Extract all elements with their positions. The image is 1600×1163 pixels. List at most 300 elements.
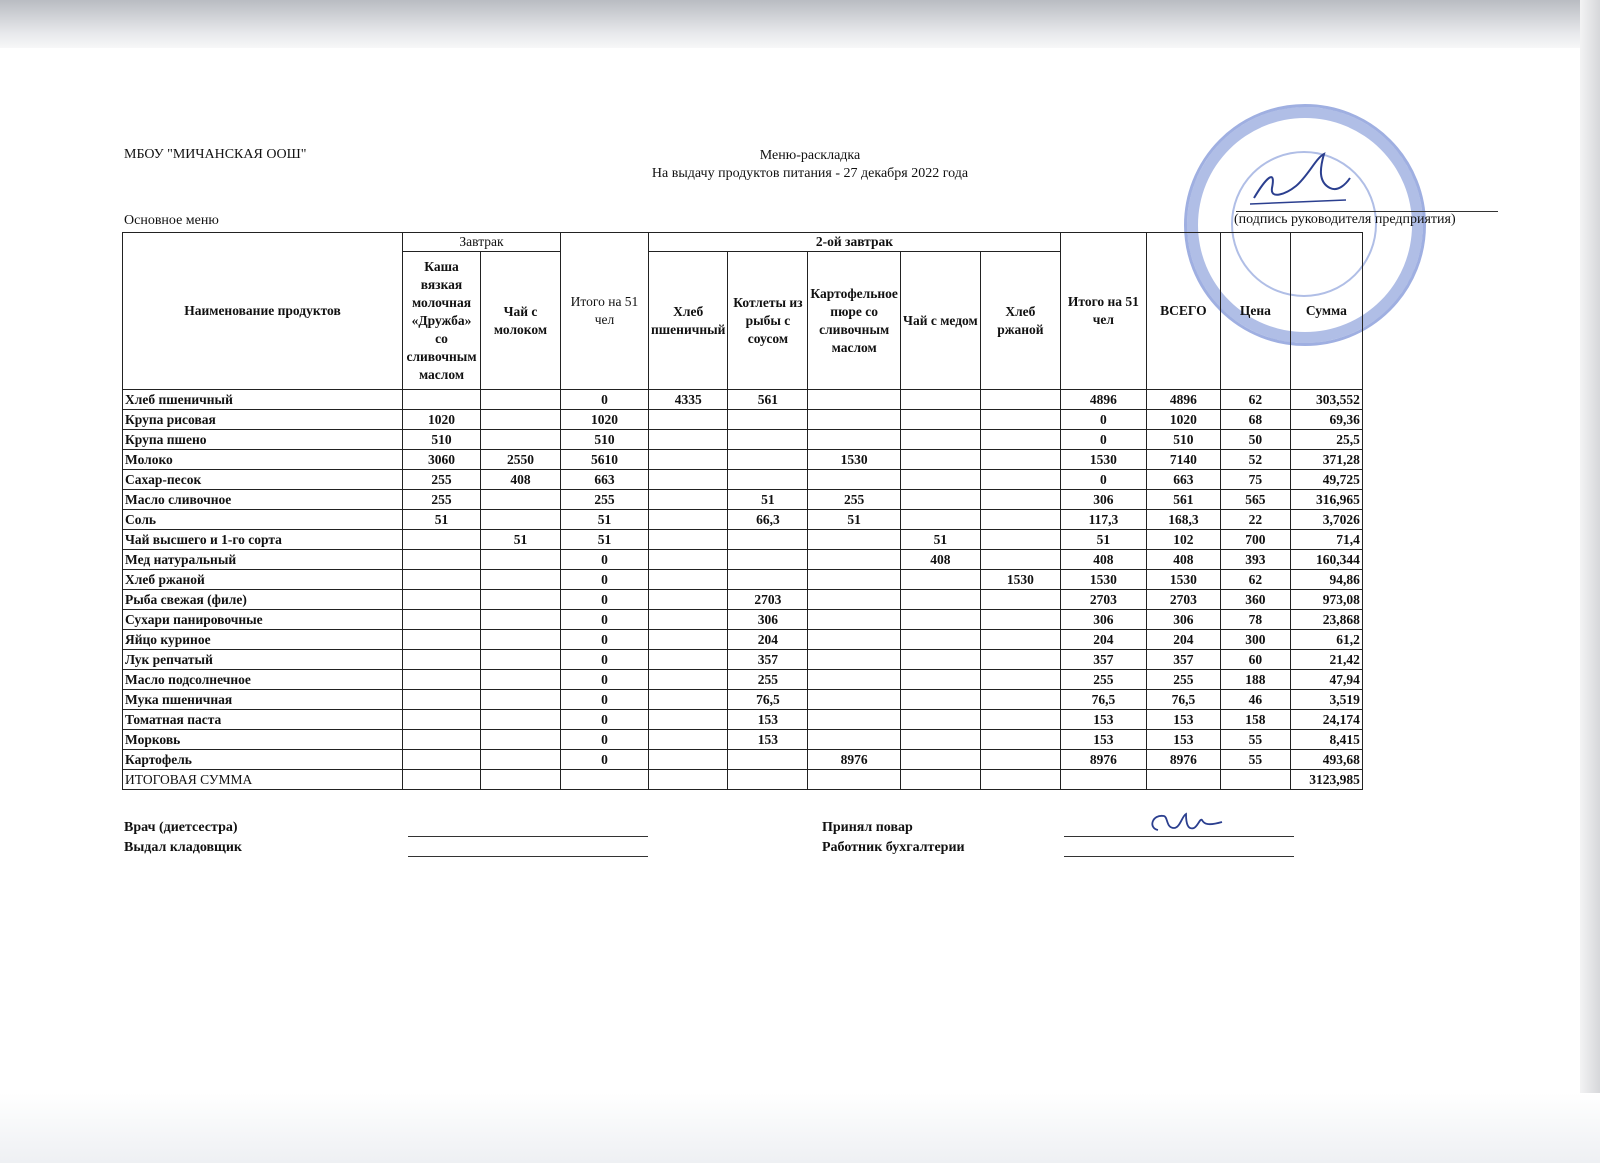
cell-price: 60: [1220, 650, 1290, 670]
cell-c6: [900, 390, 980, 410]
total-empty-cell: [980, 770, 1060, 790]
cell-c6: [900, 690, 980, 710]
cell-sum: 61,2: [1290, 630, 1362, 650]
table-row: [123, 750, 1363, 770]
total-empty-cell: [561, 770, 649, 790]
cell-sum: 71,4: [1290, 530, 1362, 550]
product-name-cell: Морковь: [123, 730, 403, 750]
product-name-cell: Масло сливочное: [123, 490, 403, 510]
cell-c1: 510: [403, 430, 481, 450]
cell-c7: [980, 530, 1060, 550]
cell-t2: 4896: [1060, 390, 1146, 410]
table-row: [123, 730, 1363, 750]
footer-accountant-line: [1064, 856, 1294, 857]
cell-c3: [649, 510, 728, 530]
cell-c3: [649, 590, 728, 610]
cell-t1: 0: [561, 690, 649, 710]
cell-c7: [980, 610, 1060, 630]
cell-c3: [649, 410, 728, 430]
cell-c7: [980, 470, 1060, 490]
cell-c3: [649, 670, 728, 690]
col-tea-milk: Чай с молоком: [481, 252, 561, 390]
cell-all: 663: [1146, 470, 1220, 490]
cell-c5: [808, 390, 900, 410]
table-body: [123, 390, 1363, 790]
cell-t2: 408: [1060, 550, 1146, 570]
cell-price: 50: [1220, 430, 1290, 450]
footer-storekeeper-label: Выдал кладовщик: [124, 840, 242, 855]
cell-sum: 69,36: [1290, 410, 1362, 430]
cell-c2: 51: [481, 530, 561, 550]
cell-sum: 21,42: [1290, 650, 1362, 670]
cell-c4: 561: [728, 390, 808, 410]
cell-t1: 0: [561, 730, 649, 750]
cell-t1: 0: [561, 670, 649, 690]
cell-sum: 160,344: [1290, 550, 1362, 570]
cell-c2: [481, 590, 561, 610]
cell-c7: 1530: [980, 570, 1060, 590]
cell-c2: [481, 430, 561, 450]
cell-t2: 306: [1060, 490, 1146, 510]
cell-t2: 153: [1060, 730, 1146, 750]
cell-c1: 255: [403, 470, 481, 490]
cell-c1: [403, 610, 481, 630]
cell-c1: [403, 590, 481, 610]
product-name-cell: Мед натуральный: [123, 550, 403, 570]
cell-t1: 0: [561, 710, 649, 730]
cell-t1: 255: [561, 490, 649, 510]
cell-c5: [808, 630, 900, 650]
cell-price: 300: [1220, 630, 1290, 650]
cell-sum: 973,08: [1290, 590, 1362, 610]
product-name-cell: Соль: [123, 510, 403, 530]
total-empty-cell: [649, 770, 728, 790]
cell-c4: [728, 410, 808, 430]
cell-all: 153: [1146, 730, 1220, 750]
col-bread-wheat: Хлеб пшеничный: [649, 252, 728, 390]
cell-sum: 8,415: [1290, 730, 1362, 750]
cell-c3: [649, 570, 728, 590]
cell-all: 8976: [1146, 750, 1220, 770]
col-puree: Картофельное пюре со сливочным маслом: [808, 252, 900, 390]
cell-all: 204: [1146, 630, 1220, 650]
cell-c5: 8976: [808, 750, 900, 770]
cell-c1: [403, 550, 481, 570]
cell-c6: [900, 470, 980, 490]
product-name-cell: Яйцо куриное: [123, 630, 403, 650]
cell-all: 306: [1146, 610, 1220, 630]
cell-all: 255: [1146, 670, 1220, 690]
cell-all: 561: [1146, 490, 1220, 510]
total-empty-cell: [481, 770, 561, 790]
cell-sum: 3,7026: [1290, 510, 1362, 530]
table-row: [123, 530, 1363, 550]
cell-c3: [649, 430, 728, 450]
cell-price: 700: [1220, 530, 1290, 550]
table-row: [123, 510, 1363, 530]
cell-c3: [649, 550, 728, 570]
cell-c5: [808, 590, 900, 610]
cell-c7: [980, 670, 1060, 690]
cell-sum: 493,68: [1290, 750, 1362, 770]
total-row: [123, 770, 1363, 790]
cell-c5: [808, 550, 900, 570]
document-title: Меню-раскладка: [759, 148, 861, 163]
table-row: [123, 470, 1363, 490]
menu-type-label: Основное меню: [124, 213, 219, 228]
cell-c1: [403, 530, 481, 550]
cell-c1: [403, 670, 481, 690]
cell-sum: 25,5: [1290, 430, 1362, 450]
cell-c1: [403, 710, 481, 730]
cell-c6: [900, 750, 980, 770]
cell-c4: 76,5: [728, 690, 808, 710]
table-row: [123, 670, 1363, 690]
document-subtitle: На выдачу продуктов питания - 27 декабря 2022 года: [651, 166, 969, 181]
cell-c7: [980, 390, 1060, 410]
cell-c6: [900, 730, 980, 750]
cell-c5: [808, 530, 900, 550]
cell-c5: [808, 690, 900, 710]
cell-c3: [649, 650, 728, 670]
footer-storekeeper-line: [408, 856, 648, 857]
cell-c5: [808, 570, 900, 590]
cell-t2: 153: [1060, 710, 1146, 730]
product-name-cell: Хлеб пшеничный: [123, 390, 403, 410]
cell-t2: 76,5: [1060, 690, 1146, 710]
cell-c2: [481, 650, 561, 670]
scan-shadow-bottom: [0, 1093, 1600, 1163]
cell-c4: [728, 470, 808, 490]
total-empty-cell: [403, 770, 481, 790]
cell-c6: [900, 610, 980, 630]
cell-sum: 94,86: [1290, 570, 1362, 590]
cell-all: 510: [1146, 430, 1220, 450]
cell-c4: 153: [728, 710, 808, 730]
cell-all: 1530: [1146, 570, 1220, 590]
cell-price: 75: [1220, 470, 1290, 490]
cell-c5: [808, 670, 900, 690]
cell-all: 2703: [1146, 590, 1220, 610]
director-signature: [1246, 148, 1356, 208]
cell-t1: 51: [561, 530, 649, 550]
product-name-cell: Картофель: [123, 750, 403, 770]
cell-c4: [728, 550, 808, 570]
cell-c2: [481, 550, 561, 570]
table-row: [123, 650, 1363, 670]
cell-price: 565: [1220, 490, 1290, 510]
cell-t2: 0: [1060, 470, 1146, 490]
group-second-breakfast: 2-ой завтрак: [649, 233, 1061, 252]
footer-accountant-label: Работник бухгалтерии: [822, 840, 965, 855]
product-name-cell: Крупа рисовая: [123, 410, 403, 430]
cell-c7: [980, 450, 1060, 470]
cell-t2: 117,3: [1060, 510, 1146, 530]
table-row: [123, 490, 1363, 510]
cell-c6: [900, 630, 980, 650]
cell-c2: [481, 490, 561, 510]
cell-t1: 0: [561, 630, 649, 650]
total-empty-cell: [1220, 770, 1290, 790]
table-row: [123, 630, 1363, 650]
scan-shadow-right: [1580, 0, 1600, 1163]
cell-c7: [980, 730, 1060, 750]
cell-c3: [649, 470, 728, 490]
cell-price: 158: [1220, 710, 1290, 730]
cell-c5: [808, 470, 900, 490]
cell-sum: 24,174: [1290, 710, 1362, 730]
cell-c1: 255: [403, 490, 481, 510]
table-row: [123, 570, 1363, 590]
table-row: [123, 450, 1363, 470]
total-empty-cell: [808, 770, 900, 790]
cell-c1: 51: [403, 510, 481, 530]
cell-c7: [980, 550, 1060, 570]
total-empty-cell: [728, 770, 808, 790]
cell-c6: [900, 570, 980, 590]
product-name-cell: Масло подсолнечное: [123, 670, 403, 690]
table-row: [123, 590, 1363, 610]
cell-c1: [403, 690, 481, 710]
total-sum: 3123,985: [1290, 770, 1362, 790]
cell-sum: 49,725: [1290, 470, 1362, 490]
cell-c5: 255: [808, 490, 900, 510]
cell-price: 188: [1220, 670, 1290, 690]
cell-c3: [649, 530, 728, 550]
product-name-cell: Чай высшего и 1-го сорта: [123, 530, 403, 550]
cell-c2: [481, 730, 561, 750]
cell-t1: 0: [561, 610, 649, 630]
cell-c6: [900, 430, 980, 450]
document-title-block: [640, 147, 980, 183]
cell-t2: 357: [1060, 650, 1146, 670]
cell-c6: [900, 510, 980, 530]
cell-c6: 408: [900, 550, 980, 570]
cell-c3: [649, 450, 728, 470]
table-row: [123, 690, 1363, 710]
cell-c6: [900, 410, 980, 430]
cell-c7: [980, 750, 1060, 770]
cell-c7: [980, 430, 1060, 450]
cell-c4: 51: [728, 490, 808, 510]
cell-all: 168,3: [1146, 510, 1220, 530]
cell-c3: [649, 690, 728, 710]
cell-c4: 66,3: [728, 510, 808, 530]
cell-c2: [481, 690, 561, 710]
cell-price: 62: [1220, 390, 1290, 410]
cell-c1: [403, 630, 481, 650]
cell-sum: 47,94: [1290, 670, 1362, 690]
cell-c7: [980, 590, 1060, 610]
col-porridge: Каша вязкая молочная «Дружба» со сливочным маслом: [403, 252, 481, 390]
cell-c5: 1530: [808, 450, 900, 470]
table-group-row: [123, 233, 1363, 252]
cell-sum: 303,552: [1290, 390, 1362, 410]
cell-t1: 0: [561, 590, 649, 610]
table-row: [123, 390, 1363, 410]
cell-c2: [481, 750, 561, 770]
cell-c2: [481, 670, 561, 690]
cell-t2: 0: [1060, 410, 1146, 430]
cell-t1: 510: [561, 430, 649, 450]
cell-c4: 2703: [728, 590, 808, 610]
cell-all: 1020: [1146, 410, 1220, 430]
scan-shadow-top: [0, 0, 1600, 48]
footer-doctor-label: Врач (диетсестра): [124, 820, 238, 835]
cell-c4: [728, 570, 808, 590]
cell-c2: [481, 390, 561, 410]
cell-c3: [649, 730, 728, 750]
cell-sum: 316,965: [1290, 490, 1362, 510]
product-name-cell: Лук репчатый: [123, 650, 403, 670]
cell-t2: 255: [1060, 670, 1146, 690]
cell-price: 52: [1220, 450, 1290, 470]
cell-t1: 51: [561, 510, 649, 530]
cell-c4: 153: [728, 730, 808, 750]
cell-t1: 0: [561, 570, 649, 590]
cell-c6: [900, 650, 980, 670]
cell-c5: 51: [808, 510, 900, 530]
product-name-cell: Мука пшеничная: [123, 690, 403, 710]
cell-t2: 2703: [1060, 590, 1146, 610]
cell-c3: [649, 490, 728, 510]
cell-price: 393: [1220, 550, 1290, 570]
cell-all: 4896: [1146, 390, 1220, 410]
cell-t1: 5610: [561, 450, 649, 470]
col-cutlets: Котлеты из рыбы с соусом: [728, 252, 808, 390]
cell-c2: [481, 630, 561, 650]
col-total-second: Итого на 51 чел: [1060, 233, 1146, 390]
total-empty-cell: [1060, 770, 1146, 790]
cell-t2: 8976: [1060, 750, 1146, 770]
cell-sum: 371,28: [1290, 450, 1362, 470]
table-row: [123, 430, 1363, 450]
cell-c2: [481, 410, 561, 430]
cell-t2: 51: [1060, 530, 1146, 550]
cell-c2: [481, 710, 561, 730]
cell-c4: [728, 530, 808, 550]
cell-c1: 3060: [403, 450, 481, 470]
product-name-cell: Томатная паста: [123, 710, 403, 730]
cell-c4: 204: [728, 630, 808, 650]
footer-doctor-line: [408, 836, 648, 837]
cell-c6: [900, 670, 980, 690]
cell-t2: 1530: [1060, 450, 1146, 470]
cell-price: 55: [1220, 730, 1290, 750]
cell-all: 357: [1146, 650, 1220, 670]
col-product: Наименование продуктов: [123, 233, 403, 390]
cell-c1: [403, 730, 481, 750]
cell-c5: [808, 610, 900, 630]
product-name-cell: Молоко: [123, 450, 403, 470]
total-empty-cell: [1146, 770, 1220, 790]
cell-all: 76,5: [1146, 690, 1220, 710]
cell-price: 78: [1220, 610, 1290, 630]
cell-t2: 306: [1060, 610, 1146, 630]
cell-c7: [980, 650, 1060, 670]
director-signature-caption: (подпись руководителя предприятия): [1234, 212, 1456, 227]
cell-t1: 0: [561, 550, 649, 570]
cell-c3: [649, 710, 728, 730]
cell-c4: 306: [728, 610, 808, 630]
col-all: ВСЕГО: [1146, 233, 1220, 390]
cell-c3: [649, 750, 728, 770]
cell-c2: 408: [481, 470, 561, 490]
cell-t2: 1530: [1060, 570, 1146, 590]
cell-c4: [728, 450, 808, 470]
cell-c6: [900, 490, 980, 510]
group-breakfast: Завтрак: [403, 233, 561, 252]
cell-sum: 23,868: [1290, 610, 1362, 630]
table-row: [123, 550, 1363, 570]
table-row: [123, 710, 1363, 730]
cell-c7: [980, 490, 1060, 510]
cell-c2: [481, 570, 561, 590]
cell-c2: [481, 510, 561, 530]
cell-price: 68: [1220, 410, 1290, 430]
cell-price: 22: [1220, 510, 1290, 530]
col-sum: Сумма: [1290, 233, 1362, 390]
cell-all: 102: [1146, 530, 1220, 550]
cell-c6: [900, 710, 980, 730]
cell-c3: [649, 630, 728, 650]
table-row: [123, 610, 1363, 630]
cell-price: 360: [1220, 590, 1290, 610]
cell-c1: [403, 570, 481, 590]
cell-t1: 663: [561, 470, 649, 490]
cell-c4: [728, 750, 808, 770]
cell-c7: [980, 690, 1060, 710]
product-name-cell: Рыба свежая (филе): [123, 590, 403, 610]
table-row: [123, 410, 1363, 430]
cell-c7: [980, 630, 1060, 650]
cell-t2: 204: [1060, 630, 1146, 650]
cell-sum: 3,519: [1290, 690, 1362, 710]
cell-c4: 357: [728, 650, 808, 670]
cell-c6: 51: [900, 530, 980, 550]
cell-t1: 0: [561, 750, 649, 770]
cell-c5: [808, 730, 900, 750]
col-tea-honey: Чай с медом: [900, 252, 980, 390]
cell-c6: [900, 590, 980, 610]
col-total-breakfast: Итого на 51 чел: [561, 233, 649, 390]
organization-name: МБОУ "МИЧАНСКАЯ ООШ": [124, 147, 307, 162]
cell-c5: [808, 710, 900, 730]
cell-c5: [808, 650, 900, 670]
footer-cook-label: Принял повар: [822, 820, 913, 835]
cell-c7: [980, 510, 1060, 530]
cell-c2: 2550: [481, 450, 561, 470]
cell-price: 62: [1220, 570, 1290, 590]
cell-c7: [980, 710, 1060, 730]
cell-c7: [980, 410, 1060, 430]
cell-c3: 4335: [649, 390, 728, 410]
cell-c6: [900, 450, 980, 470]
cell-c5: [808, 430, 900, 450]
cell-price: 55: [1220, 750, 1290, 770]
menu-table: [122, 232, 1363, 790]
cell-c3: [649, 610, 728, 630]
cell-all: 408: [1146, 550, 1220, 570]
cell-c4: [728, 430, 808, 450]
product-name-cell: Крупа пшено: [123, 430, 403, 450]
col-bread-rye: Хлеб ржаной: [980, 252, 1060, 390]
cell-c1: 1020: [403, 410, 481, 430]
col-price: Цена: [1220, 233, 1290, 390]
cell-price: 46: [1220, 690, 1290, 710]
cell-c5: [808, 410, 900, 430]
cell-all: 153: [1146, 710, 1220, 730]
